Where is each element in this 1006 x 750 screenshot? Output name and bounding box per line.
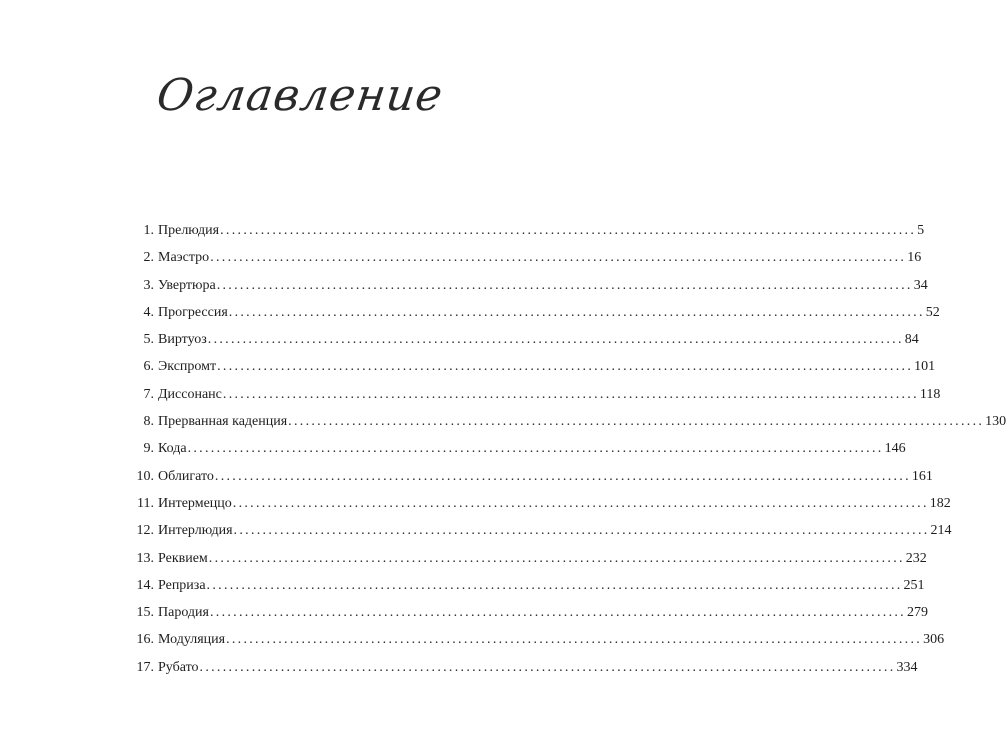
toc-entry-number: 5. (143, 332, 154, 348)
toc-entry-page-number: 279 (906, 605, 928, 621)
toc-entry-title: Экспромт (158, 359, 217, 375)
toc-entry-title: Реквием (158, 550, 208, 566)
dot-leader: ........................................................................................................................ (233, 523, 930, 539)
toc-entry-page-number: 214 (930, 523, 952, 539)
toc-entry (129, 467, 933, 494)
toc-entry-number: 9. (143, 441, 154, 457)
toc-entry-page-number: 34 (913, 277, 928, 293)
toc-entry-page-number: 251 (903, 577, 925, 593)
dot-leader: ........................................................................................................................ (226, 632, 923, 648)
toc-entry-number: 3. (143, 277, 154, 293)
toc-entry-page-number: 118 (919, 386, 941, 402)
toc-entry-title: Пародия (158, 605, 209, 621)
toc-entry-page-number: 334 (896, 659, 918, 675)
toc-entry-page-number: 16 (907, 250, 922, 266)
toc-entry-page-number: 52 (925, 304, 940, 320)
toc-entry-number: 2. (143, 250, 154, 266)
toc-entry-title: Прогрессия (158, 304, 228, 320)
toc-entry-title: Реприза (158, 577, 206, 593)
toc-entry-number: 13. (136, 550, 154, 566)
dot-leader: ........................................................................................................................ (210, 250, 907, 266)
toc-entry-title: Прелюдия (158, 223, 220, 238)
toc-entry (129, 357, 936, 384)
toc-entry-title: Виртуоз (158, 332, 207, 348)
dot-leader: ........................................................................................................................ (206, 577, 903, 593)
toc-entry (129, 330, 919, 357)
toc-entry (129, 630, 945, 657)
toc-entry-title: Диссонанс (158, 386, 222, 402)
toc-entry-number: 14. (136, 577, 154, 593)
toc-entry (129, 385, 941, 412)
dot-leader: ........................................................................................................................ (199, 659, 896, 675)
dot-leader: ........................................................................................................................ (214, 468, 911, 484)
toc-entry-title: Прерванная каденция (158, 414, 288, 430)
dot-leader: ........................................................................................................................ (207, 332, 904, 348)
toc-entry-number: 12. (136, 523, 154, 539)
toc-entry-title: Увертюра (158, 277, 216, 293)
dot-leader: ........................................................................................................................ (232, 495, 929, 511)
toc-entry (129, 303, 940, 330)
toc-entry-page-number: 161 (911, 468, 933, 484)
toc-entry-page-number: 5 (917, 223, 925, 238)
toc-entry-title: Интермеццо (158, 495, 232, 511)
toc-entry (129, 576, 925, 603)
toc-entry-number: 15. (136, 605, 154, 621)
toc-entry-number: 8. (143, 414, 154, 430)
toc-entry-number: 11. (137, 495, 154, 511)
dot-leader: ........................................................................................................................ (216, 277, 913, 293)
toc-entry-page-number: 84 (904, 332, 919, 348)
toc-entry-number: 1. (143, 223, 154, 238)
toc-entry (129, 248, 922, 275)
toc-entry (129, 658, 918, 685)
table-of-contents (129, 221, 1006, 685)
toc-entry (129, 549, 927, 576)
dot-leader: ........................................................................................................................ (209, 605, 906, 621)
dot-leader: ........................................................................................................................ (222, 386, 919, 402)
toc-entry-title: Рубато (158, 659, 199, 675)
toc-entry-number: 16. (136, 632, 154, 648)
toc-entry-number: 7. (143, 386, 154, 402)
toc-entry-title: Кода (158, 441, 187, 457)
toc-entry-number: 17. (136, 659, 154, 675)
toc-entry-title: Интерлюдия (158, 523, 233, 539)
toc-entry-page-number: 306 (923, 632, 945, 648)
toc-entry-title: Модуляция (158, 632, 226, 648)
toc-entry (129, 412, 1006, 439)
toc-entry-page-number: 101 (914, 359, 936, 375)
toc-entry (129, 603, 928, 630)
toc-entry-title: Облигато (158, 468, 214, 484)
dot-leader: ........................................................................................................................ (228, 304, 925, 320)
toc-entry (129, 494, 951, 521)
toc-entry-number: 6. (143, 359, 154, 375)
toc-entry-title: Маэстро (158, 250, 210, 266)
dot-leader: ........................................................................................................................ (220, 223, 917, 238)
toc-entry-number: 4. (143, 304, 154, 320)
toc-entry (129, 521, 952, 548)
toc-entry-page-number: 146 (884, 441, 906, 457)
dot-leader: ........................................................................................................................ (187, 441, 884, 457)
dot-leader: ........................................................................................................................ (217, 359, 914, 375)
toc-entry-page-number: 182 (929, 495, 951, 511)
toc-entry (129, 221, 925, 248)
toc-entry-number: 10. (136, 468, 154, 484)
toc-entry-page-number: 130 (985, 414, 1006, 430)
toc-entry (129, 439, 906, 466)
toc-entry (129, 276, 928, 303)
toc-entry-page-number: 232 (905, 550, 927, 566)
dot-leader: ........................................................................................................................ (288, 414, 985, 430)
dot-leader: ........................................................................................................................ (208, 550, 905, 566)
page-title: Оглавление (153, 70, 447, 121)
